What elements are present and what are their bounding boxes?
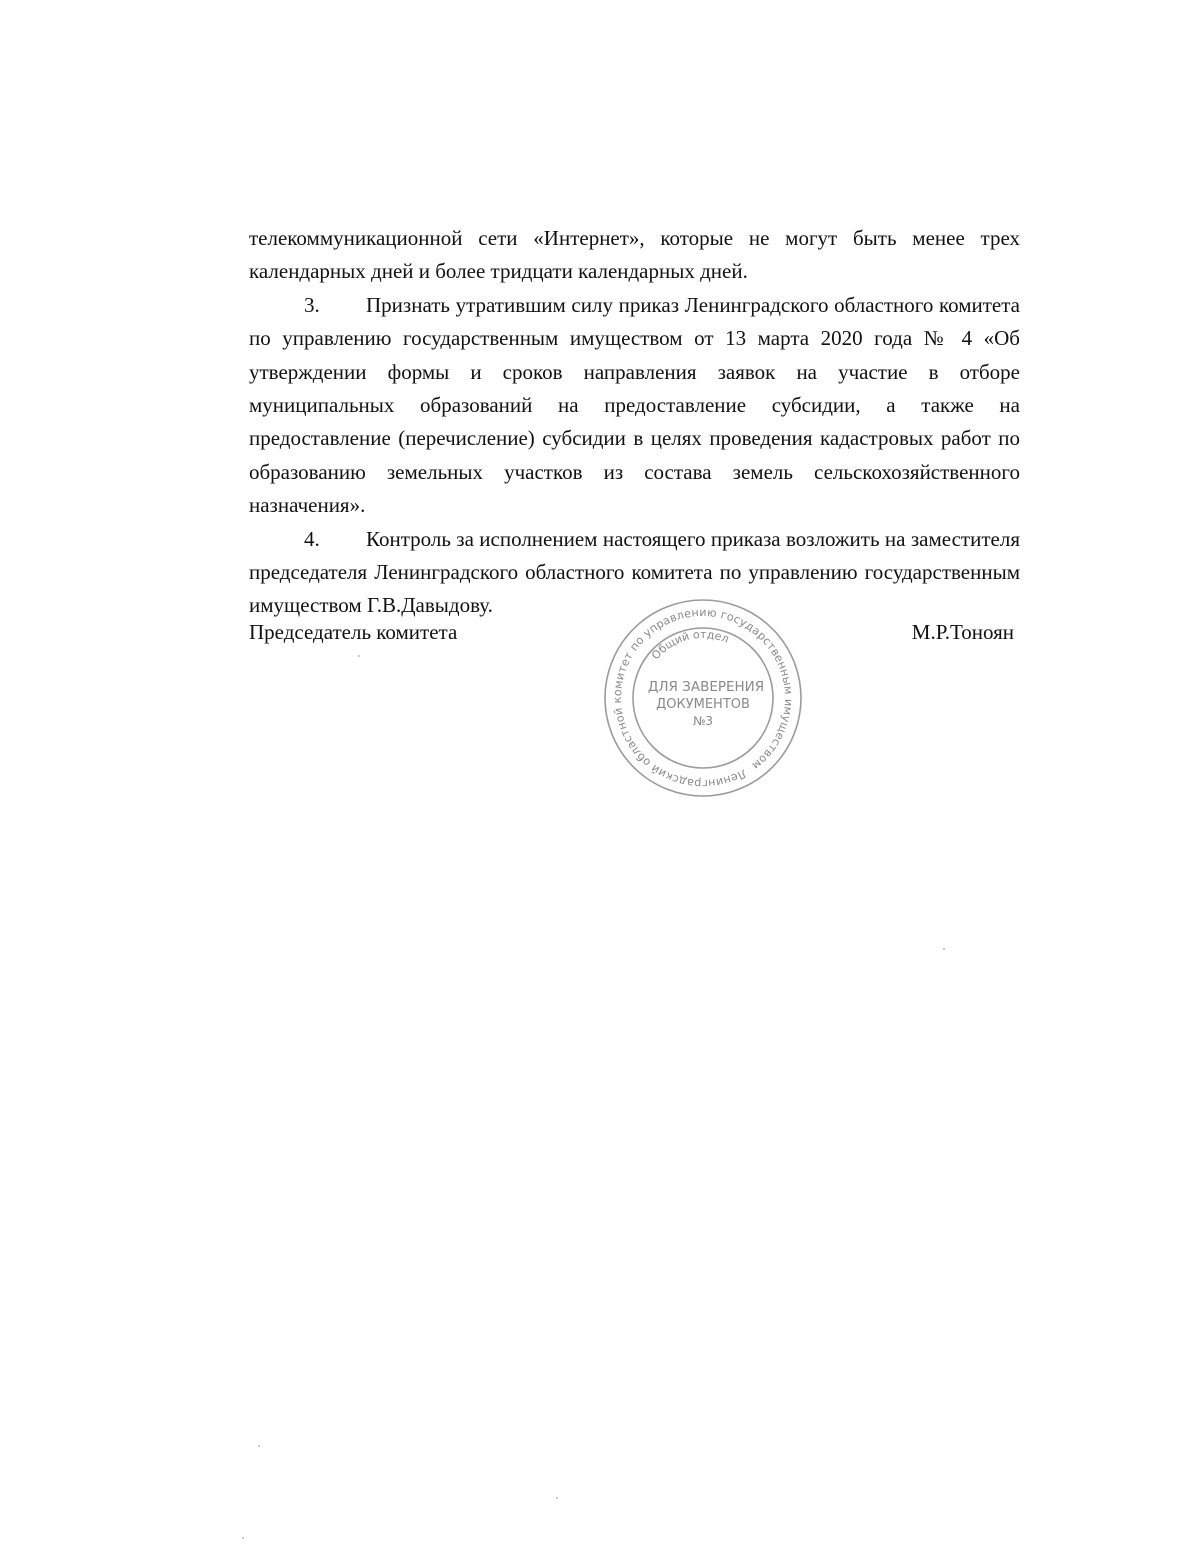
scan-speck [358,655,360,657]
stamp-center-line2: ДОКУМЕНТОВ [656,697,750,712]
item-number: 4. [304,526,320,551]
stamp-center-line1: ДЛЯ ЗАВЕРЕНИЯ [647,679,765,695]
scan-speck [943,948,945,950]
item-text: Контроль за исполнением настоящего приказа возложить на заместителя председателя Ленинградского областного комитета по управлению государственным имуществом Г.В.Давыдову. [249,526,1020,618]
official-stamp [600,595,806,801]
document-body [249,222,1020,623]
item-text: Признать утратившим силу приказ Ленинградского областного комитета по управлению государственным имуществом от 13 марта 2020 года № 4 «Об утверждении формы и сроков направления заявок на участие в отборе муниципальных образований на предоставление субсидии, а также на предоставление (перечисление) субсидии в целях проведения кадастровых работ по образованию земельных участков из состава земель сельскохозяйственного назначения». [249,292,1020,518]
stamp-center-line3: №3 [692,714,714,728]
scan-speck [258,1445,260,1447]
paragraph-continuation: телекоммуникационной сети «Интернет», которые не могут быть менее трех календарных дней и более тридцати календарных дней. [249,226,1020,284]
signatory-name: М.Р.Тоноян [911,620,1014,644]
scan-speck [556,1497,558,1499]
stamp-inner-text: Общий отдел [648,627,731,663]
scan-speck [242,1537,244,1539]
paragraph-item-3 [249,289,1020,523]
stamp-outer-text: Ленинградский областной комитет по управлению государственным имуществом [610,605,796,791]
signatory-role: Председатель комитета [249,620,458,644]
item-number: 3. [304,292,320,317]
